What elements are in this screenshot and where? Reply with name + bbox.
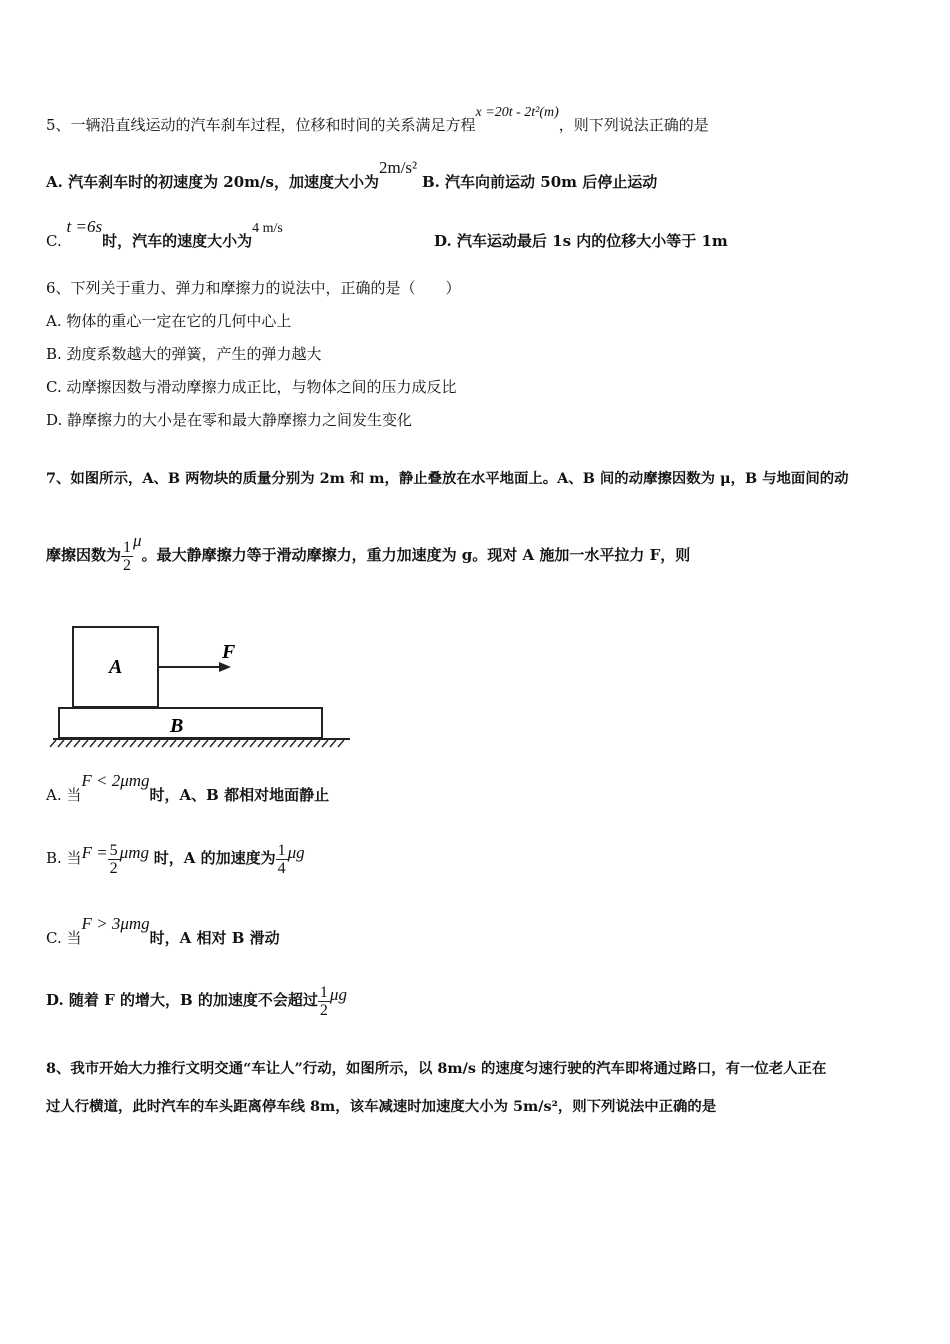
q7-option-b-num: 5 xyxy=(109,841,118,859)
hatch-mark xyxy=(274,740,280,747)
q7-option-b-answer-suffix: μg xyxy=(287,843,305,862)
q6-stem: 6、下列关于重力、弹力和摩擦力的说法中，正确的是（ ） xyxy=(46,279,461,297)
hatch-mark xyxy=(258,740,264,747)
q7-option-b-math-prefix: F = xyxy=(81,843,108,862)
q7-option-c xyxy=(46,914,280,948)
hatch-mark xyxy=(186,740,192,747)
q7-option-c-text: 时，A 相对 B 滑动 xyxy=(149,929,280,947)
hatch-mark xyxy=(298,740,304,747)
hatch-mark xyxy=(322,740,328,747)
hatch-mark xyxy=(266,740,272,747)
q7-option-d xyxy=(46,980,347,1020)
q7-option-d-den: 2 xyxy=(319,1001,328,1019)
force-label: F xyxy=(222,641,236,663)
q7-option-b-answer-num: 1 xyxy=(277,841,286,859)
q7-option-c-math: F > 3μmg xyxy=(81,914,150,933)
hatch-mark xyxy=(338,740,344,747)
q7-stem-line2-prefix: 摩擦因数为 xyxy=(46,546,122,564)
q7-option-b-fraction xyxy=(108,842,120,877)
q7-option-b-answer-den: 4 xyxy=(277,859,286,877)
hatch-mark xyxy=(154,740,160,747)
q7-stem-line2 xyxy=(46,531,691,575)
q5-option-a-math: 2m/s² xyxy=(378,158,418,177)
hatch-mark xyxy=(194,740,200,747)
q7-option-d-suffix: μg xyxy=(329,985,347,1004)
q7-option-b xyxy=(46,838,305,878)
q6-option-d: D. 静摩擦力的大小是在零和最大静摩擦力之间发生变化 xyxy=(46,411,413,429)
hatch-mark xyxy=(58,740,64,747)
hatch-mark xyxy=(162,740,168,747)
block-a-label: A xyxy=(109,656,123,678)
hatch-mark xyxy=(114,740,120,747)
q5-option-a-text: A. 汽车刹车时的初速度为 20m/s，加速度大小为 xyxy=(46,173,379,191)
q7-mu: μ xyxy=(133,531,142,550)
q7-option-a-math: F < 2μmg xyxy=(81,771,150,790)
q8-line1: 8、我市开始大力推行文明交通“车让人”行动，如图所示，以 8m/s 的速度匀速行驶的汽车即将通过路口，有一位老人正在 xyxy=(46,1060,827,1077)
hatch-mark xyxy=(306,740,312,747)
q5-stem-text: 5、一辆沿直线运动的汽车刹车过程，位移和时间的关系满足方程 xyxy=(46,116,476,134)
hatch-mark xyxy=(98,740,104,747)
hatch-mark xyxy=(226,740,232,747)
q5-option-d: D. 汽车运动最后 1s 内的位移大小等于 1m xyxy=(434,232,728,250)
hatch-mark xyxy=(82,740,88,747)
force-arrow-head xyxy=(219,662,231,672)
hatch-mark xyxy=(250,740,256,747)
hatch-mark xyxy=(122,740,128,747)
hatch-mark xyxy=(138,740,144,747)
q5-option-c xyxy=(46,217,283,253)
q7-stem-line1: 7、如图所示，A、B 两物块的质量分别为 2m 和 m，静止叠放在水平地面上。A、B 间的动摩擦因数为 μ，B 与地面间的动 xyxy=(46,470,849,487)
hatch-mark xyxy=(282,740,288,747)
hatch-mark xyxy=(290,740,296,747)
hatch-mark xyxy=(218,740,224,747)
q7-option-c-label: C. 当 xyxy=(46,929,82,947)
q5-option-b: B. 汽车向前运动 50m 后停止运动 xyxy=(421,173,658,191)
q6-option-b: B. 劲度系数越大的弹簧，产生的弹力越大 xyxy=(46,345,322,363)
q7-option-b-den: 2 xyxy=(109,859,118,877)
q5-option-c-math2: 4 m/s xyxy=(252,221,283,236)
q7-option-a-text: 时，A、B 都相对地面静止 xyxy=(149,786,330,804)
hatch-mark xyxy=(170,740,176,747)
q7-option-b-answer-fraction xyxy=(276,842,288,877)
q7-half-den: 2 xyxy=(123,556,132,574)
q8-line2: 过人行横道，此时汽车的车头距离停车线 8m，该车减速时加速度大小为 5m/s²，则下列说法中正确的是 xyxy=(46,1098,717,1115)
hatch-mark xyxy=(90,740,96,747)
q6-option-c: C. 动摩擦因数与滑动摩擦力成正比，与物体之间的压力成反比 xyxy=(46,378,457,396)
q5-stem-suffix: ，则下列说法正确的是 xyxy=(558,116,709,134)
q5-stem xyxy=(46,105,709,137)
q5-option-c-math1: t =6s xyxy=(66,217,103,236)
q7-half-num: 1 xyxy=(123,538,132,556)
hatch-mark xyxy=(202,740,208,747)
q7-stem-line2-suffix: 。最大静摩擦力等于滑动摩擦力，重力加速度为 g。现对 A 施加一水平拉力 F，则 xyxy=(141,546,691,564)
q7-option-b-math-suffix: μmg xyxy=(119,843,149,862)
q7-option-d-fraction xyxy=(318,984,330,1019)
hatch-mark xyxy=(330,740,336,747)
block-b xyxy=(59,708,322,738)
q5-option-a xyxy=(46,158,658,192)
hatch-mark xyxy=(314,740,320,747)
hatch-mark xyxy=(146,740,152,747)
q7-half-fraction xyxy=(121,539,133,574)
block-b-label: B xyxy=(170,715,184,737)
q7-option-a-label: A. 当 xyxy=(46,786,82,804)
q5-option-c-text: 时，汽车的速度大小为 xyxy=(102,232,253,250)
q7-figure xyxy=(50,620,355,750)
q7-option-d-num: 1 xyxy=(319,983,328,1001)
q7-option-b-label: B. 当 xyxy=(46,849,82,867)
hatch-mark xyxy=(210,740,216,747)
q7-option-d-text: D. 随着 F 的增大，B 的加速度不会超过 xyxy=(46,991,318,1009)
hatch-mark xyxy=(130,740,136,747)
q5-equation: x =20t - 2t²(m) xyxy=(475,105,559,120)
hatch-mark xyxy=(234,740,240,747)
q6-option-a: A. 物体的重心一定在它的几何中心上 xyxy=(46,312,292,330)
q5-option-c-label: C. xyxy=(46,232,62,250)
hatch-mark xyxy=(74,740,80,747)
hatch-mark xyxy=(242,740,248,747)
hatch-mark xyxy=(178,740,184,747)
ground-hatching xyxy=(50,740,344,747)
hatch-mark xyxy=(50,740,56,747)
q7-option-b-text: 时，A 的加速度为 xyxy=(153,849,276,867)
hatch-mark xyxy=(106,740,112,747)
hatch-mark xyxy=(66,740,72,747)
q7-option-a xyxy=(46,771,330,805)
